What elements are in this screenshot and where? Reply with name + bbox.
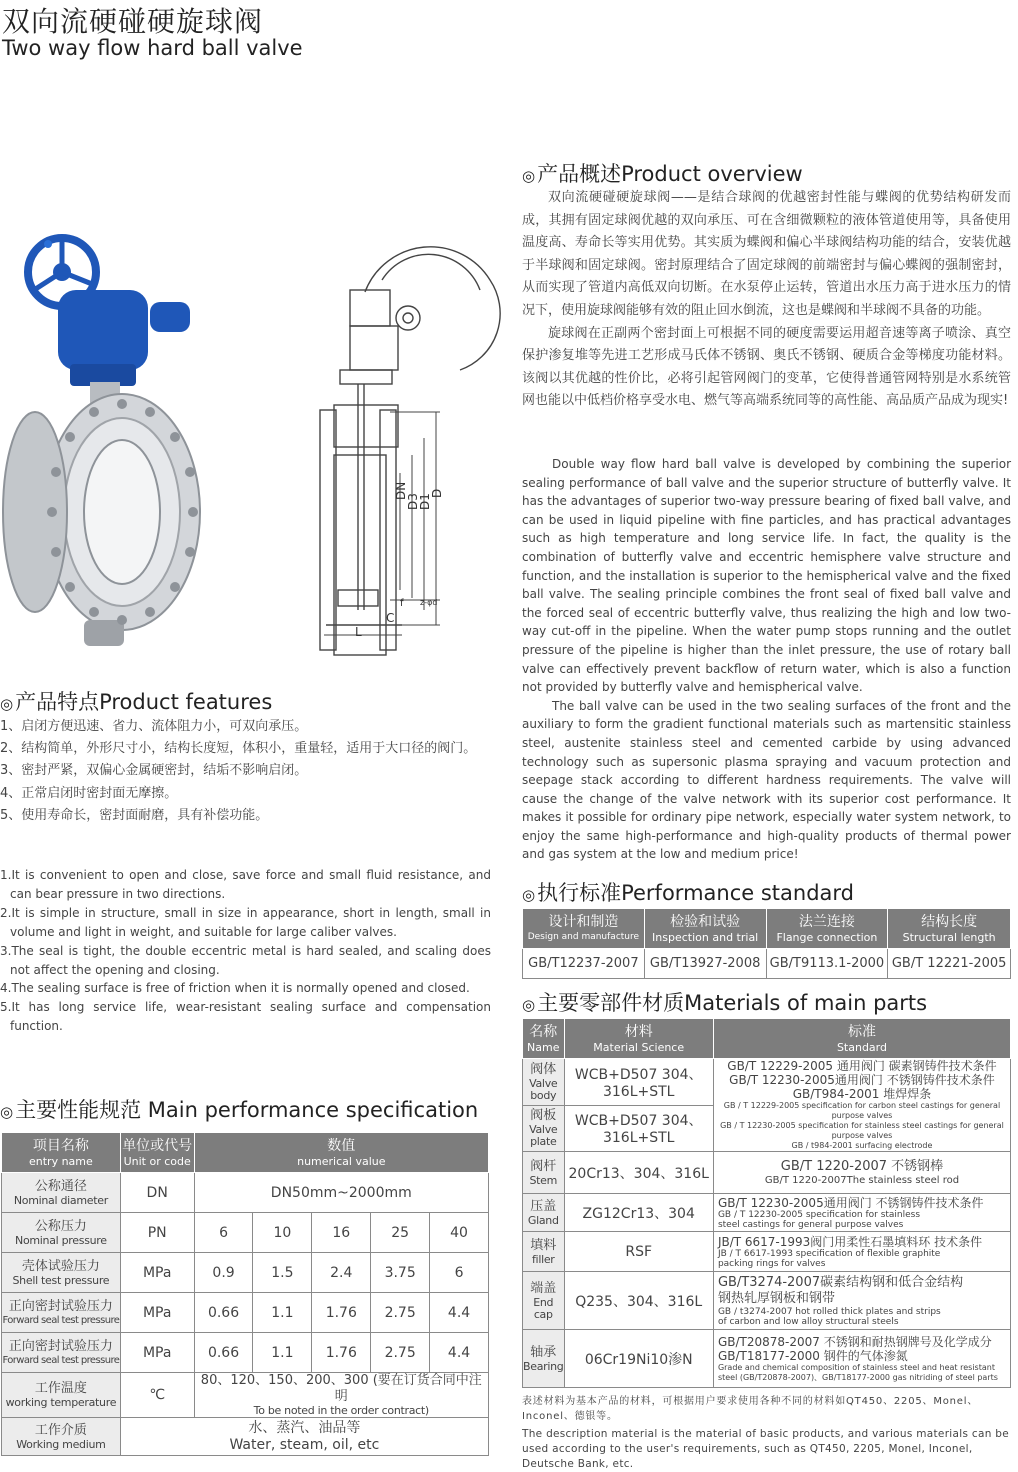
spec-unit: PN <box>120 1213 194 1253</box>
standard-col-design: 设计和制造 Design and manufacture <box>523 909 645 949</box>
feature-item-cn: 4、正常启闭时密封面无摩擦。 <box>0 785 178 801</box>
section-marker-icon: ◎ <box>522 996 536 1014</box>
spec-row-dn: 公称通径 Nominal diameter <box>2 1173 121 1213</box>
spec-value: 1.1 <box>253 1333 312 1373</box>
overview-text-en <box>522 455 1011 864</box>
dim-label-d3: D3 <box>406 493 420 510</box>
valve-body-image <box>3 382 200 646</box>
spec-value: DN50mm~2000mm <box>194 1173 488 1213</box>
overview-en-paragraph: The ball valve can be used in the two sealing surfaces of the front and the auxiliary to form the gradient functional materials such as martensitic stainless steel, austenite stainless steel and cemented carbide by using advanced technology such as supersonic plasma spraying and vacuum protection and seepage stack according to different hardness requirements. The valve will cause the change of the valve network with its superior cost performance. It makes it possible for ordinary pipe network, especially water system network, to enjoy the same high-performance and high-quality products of thermal power and gas system at the low and medium price! <box>522 698 1011 862</box>
spec-value: 4.4 <box>430 1333 489 1373</box>
spec-header-value: 数值 numerical value <box>194 1133 488 1173</box>
dim-label-dn: DN <box>394 481 408 500</box>
materials-header-material: 材料 Material Science <box>564 1019 713 1059</box>
spec-value: 1.1 <box>253 1293 312 1333</box>
spec-value: 2.75 <box>371 1293 430 1333</box>
section-marker-icon: ◎ <box>522 886 536 904</box>
feature-item-en: 2.It is simple in structure, small in size in appearance, short in length, small in volume and light in weight, and suitable for large caliber valves. <box>0 905 491 939</box>
feature-item-en: 1.It is convenient to open and close, save force and small fluid resistance, and can bear pressure in two directions. <box>0 868 491 901</box>
feature-item-cn: 1、启闭方便迅速、省力、流体阻力小，可双向承压。 <box>0 719 308 734</box>
overview-en-paragraph: Double way flow hard ball valve is developed by combining the superior sealing performance of ball valve and the superior structure of butterfly valve. It has the advantages of superior two-way pressure bearing of fixed ball valve, and can be used in liquid pipeline with fine particles, and has practical advantages such as high temperature and long service life. In fact, the quality is the combination of butterfly valve and eccentric hemisphere valve structure and function, and the installation is superior to the hemispherical valve and the fixed ball valve. The sealing principle combines the front seal of fixed ball valve and the forced seal of eccentric butterfly valve, thus realizing the high and low two-way cut-off in the pipeline. When the water pump stops running and the outlet pressure of the pipeline is higher than the inlet pressure, the use of rotary ball valve can effectively prevent backflow of return water, which is also a function not provided by butterfly valve and hemispherical valve. <box>522 457 1011 695</box>
spec-value: 2.75 <box>371 1333 430 1373</box>
standard-value: GB/T12237-2007 <box>523 949 645 979</box>
spec-value: 6 <box>194 1213 253 1253</box>
overview-heading: ◎产品概述Product overview <box>522 162 803 186</box>
material-bearing-value: 06Cr19Ni10渗N <box>564 1330 713 1388</box>
spec-row-shell: 壳体试验压力 Shell test pressure <box>2 1253 121 1293</box>
feature-item-cn: 5、使用寿命长，密封面耐磨，具有补偿功能。 <box>0 807 269 823</box>
spec-row-medium: 工作介质 Working medium <box>2 1418 121 1456</box>
dim-label-d: D <box>430 488 444 498</box>
page-title-cn: 双向流硬碰硬旋球阀 <box>2 5 264 38</box>
spec-table <box>1 1132 489 1456</box>
feature-item-en: 4.The sealing surface is free of friction when it is normally opened and closed. <box>0 981 470 996</box>
material-body-value: WCB+D507 304、316L+STL <box>564 1059 713 1106</box>
spec-value: 1.76 <box>312 1293 371 1333</box>
section-marker-icon: ◎ <box>0 1103 14 1121</box>
spec-header-unit: 单位或代号 Unit or code <box>120 1133 194 1173</box>
features-list-en <box>0 866 491 1036</box>
material-bearing-standard: GB/T20878-2007 不锈钢和耐热钢牌号及化学成分 GB/T18177-2000 钢件的气体渗氮 Grade and chemical composition of stainless steel and heat resistant steel (GB/T20878-2007)、GB/T18177-2000 gas nitriding of steel parts <box>713 1330 1010 1388</box>
spec-value: 0.66 <box>194 1333 253 1373</box>
material-gland-value: ZG12Cr13、304 <box>564 1194 713 1232</box>
standard-table <box>522 908 1011 979</box>
materials-header-name: 名称 Name <box>523 1019 565 1059</box>
dim-label-f: f <box>400 598 404 609</box>
material-name-endcap: 端盖 End cap <box>523 1272 565 1330</box>
material-gland-standard: GB/T 12230-2005通用阀门 不锈钢铸件技术条件 GB / T 12230-2005 specification for stainless steel castings for general purpose valves <box>713 1194 1010 1232</box>
material-name-stem: 阀杆 Stem <box>523 1152 565 1194</box>
material-filler-standard: JB/T 6617-1993阀门用柔性石墨填料环 技术条件 JB / T 6617-1993 specification of flexible graphite packing rings for valves <box>713 1232 1010 1272</box>
footnote-en: The description material is the material of basic products, and various materials can be used according to the user's requirements, such as QT450, 2205, Monel, Inconel, Deutsche Bank, etc. <box>522 1428 1010 1470</box>
standard-value: GB/T13927-2008 <box>644 949 766 979</box>
material-stem-standard: GB/T 1220-2007 不锈钢棒 GB/T 1220-2007The stainless steel rod <box>713 1152 1010 1194</box>
feature-item-cn: 2、结构简单，外形尺寸小，结构长度短，体积小，重量轻，适用于大口径的阀门。 <box>0 741 477 757</box>
spec-value: 6 <box>430 1253 489 1293</box>
spec-unit: MPa <box>120 1253 194 1293</box>
material-plate-value: WCB+D507 304、316L+STL <box>564 1105 713 1152</box>
materials-footnote <box>522 1394 1011 1472</box>
spec-unit: MPa <box>120 1333 194 1373</box>
dim-label-c: C <box>386 611 395 625</box>
spec-value: 3.75 <box>371 1253 430 1293</box>
section-marker-icon: ◎ <box>0 695 14 713</box>
spec-header-item: 项目名称 entry name <box>2 1133 121 1173</box>
dim-label-d1: D1 <box>418 493 432 510</box>
standard-value: GB/T9113.1-2000 <box>766 949 888 979</box>
section-marker-icon: ◎ <box>522 167 536 185</box>
feature-item-en: 3.The seal is tight, the double eccentric metal is hard sealed, and scaling does not affect the opening and closing. <box>0 943 491 977</box>
spec-value: 1.76 <box>312 1333 371 1373</box>
material-name-body: 阀体 Valve body <box>523 1059 565 1106</box>
material-body-standard: GB/T 12229-2005 通用阀门 碳素钢铸件技术条件 GB/T 12230-2005通用阀门 不锈钢铸件技术条件 GB/T984-2001 堆焊焊条 GB / T 12229-2005 specification for carbon steel castings for general purpose valves GB / T 12230-2005 specification for stainless steel castings for general purpose valves GB / t984-2001 surfacing electrode <box>713 1059 1010 1152</box>
spec-unit: MPa <box>120 1293 194 1333</box>
spec-value: 16 <box>312 1213 371 1253</box>
standard-col-inspection: 检验和试验 Inspection and trial <box>644 909 766 949</box>
spec-row-pn: 公称压力 Nominal pressure <box>2 1213 121 1253</box>
spec-heading: ◎主要性能规范 Main performance specification <box>0 1098 479 1122</box>
page-title-en: Two way flow hard ball valve <box>2 36 303 60</box>
dim-label-l: L <box>355 625 362 639</box>
features-heading: ◎产品特点Product features <box>0 690 273 714</box>
dim-label-bolts: z-φd <box>420 598 438 607</box>
material-name-gland: 压盖 Gland <box>523 1194 565 1232</box>
material-endcap-standard: GB/T3274-2007碳素结构钢和低合金结构 钢热轧厚钢板和钢带 GB / t3274-2007 hot rolled thick plates and strips of carbon and low alloy structural steels <box>713 1272 1010 1330</box>
spec-value: 10 <box>253 1213 312 1253</box>
standard-col-flange: 法兰连接 Flange connection <box>766 909 888 949</box>
feature-item-en: 5.It has long service life, wear-resistant sealing surface and compensation function. <box>0 1000 491 1034</box>
overview-text-cn <box>522 187 1011 413</box>
spec-value: 0.66 <box>194 1293 253 1333</box>
spec-row-forward-seal: 正向密封试验压力 Forward seal test pressure <box>2 1293 121 1333</box>
materials-table <box>522 1018 1011 1388</box>
spec-value: 25 <box>371 1213 430 1253</box>
spec-value: 水、蒸汽、油品等 Water, steam, oil, etc <box>120 1418 488 1456</box>
spec-unit: DN <box>120 1173 194 1213</box>
spec-value: 4.4 <box>430 1293 489 1333</box>
standard-value: GB/T 12221-2005 <box>888 949 1011 979</box>
overview-cn-paragraph: 双向流硬碰硬旋球阀——是结合球阀的优越密封性能与蝶阀的优势结构研发而成，其拥有固定球阀优越的双向承压、可在含细微颗粒的液体管道使用等，具备使用温度高、寿命长等实用优势。其实质为蝶阀和偏心半球阀结构功能的结合，安装优越于半球阀和固定球阀。密封原理结合了固定球阀的前端密封与偏心蝶阀的强制密封，从而实现了管道内高低双向切断。在水泵停止运转，管道出水压力高于进水压力的情况下，使用旋球阀能够有效的阻止回水倒流，这也是蝶阀和半球阀不具备的功能。 <box>522 190 1011 318</box>
spec-value: 40 <box>430 1213 489 1253</box>
features-list-cn <box>0 716 492 827</box>
material-name-filler: 填料 filler <box>523 1232 565 1272</box>
spec-unit: ℃ <box>120 1373 194 1418</box>
feature-item-cn: 3、密封严紧，双偏心金属硬密封，结垢不影响启闭。 <box>0 763 308 779</box>
drawing-handwheel-arc <box>365 247 500 370</box>
spec-value: 80、120、150、200、300 (要在订货合同中注明 To be noted in the order contract) <box>194 1373 488 1418</box>
technical-drawing <box>290 230 520 650</box>
material-name-bearing: 轴承 Bearing <box>523 1330 565 1388</box>
spec-value: 2.4 <box>312 1253 371 1293</box>
material-filler-value: RSF <box>564 1232 713 1272</box>
spec-value: 0.9 <box>194 1253 253 1293</box>
spec-value: 1.5 <box>253 1253 312 1293</box>
materials-header-standard: 标准 Standard <box>713 1019 1010 1059</box>
handwheel-image <box>28 238 190 386</box>
spec-row-forward-seal: 正向密封试验压力 Forward seal test pressure <box>2 1333 121 1373</box>
standard-col-length: 结构长度 Structural length <box>888 909 1011 949</box>
material-stem-value: 20Cr13、304、316L <box>564 1152 713 1194</box>
materials-heading: ◎主要零部件材质Materials of main parts <box>522 991 928 1015</box>
valve-photo <box>0 232 200 652</box>
material-endcap-value: Q235、304、316L <box>564 1272 713 1330</box>
standard-heading: ◎执行标准Performance standard <box>522 881 854 905</box>
footnote-cn: 表述材料为基本产品的材料，可根据用户要求使用各种不同的材料如QT450、2205、Monel、Inconel、德银等。 <box>522 1396 979 1422</box>
overview-cn-paragraph: 旋球阀在正副两个密封面上可根据不同的硬度需要运用超音速等离子喷涂、真空保护渗复堆等先进工艺形成马氏体不锈钢、奥氏不锈钢、硬质合金等梯度功能材料。该阀以其优越的性价比，必将引起管网阀门的变革，它使得普通管网特别是水系统管网也能以中低档价格享受水电、燃气等高端系统同等的高性能、高品质产品成为现实! <box>522 325 1011 409</box>
spec-row-temperature: 工作温度 working temperature <box>2 1373 121 1418</box>
material-name-plate: 阀板 Valve plate <box>523 1105 565 1152</box>
